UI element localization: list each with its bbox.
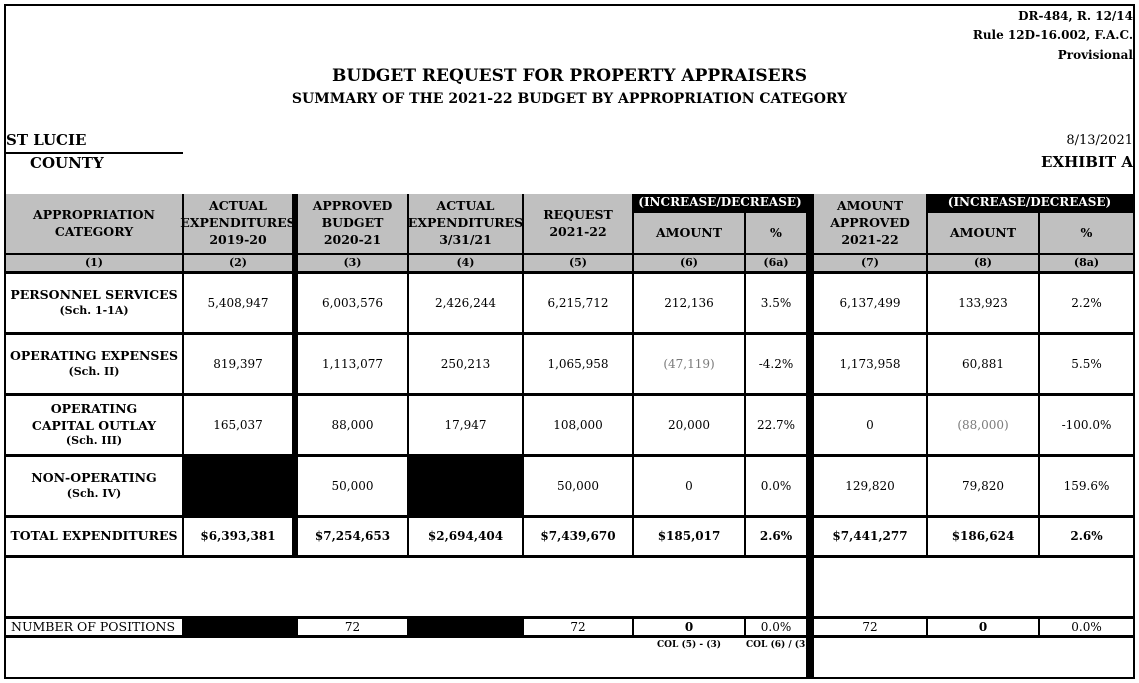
header-col4: ACTUAL EXPENDITURES 3/31/21 bbox=[409, 194, 522, 253]
form-number: DR-484, R. 12/14 bbox=[1018, 9, 1133, 23]
table-cell: 2.2% bbox=[1040, 274, 1133, 332]
total-cell: $7,441,277 bbox=[814, 518, 926, 555]
exhibit-label: EXHIBIT A bbox=[1041, 153, 1133, 171]
total-cell: $7,439,670 bbox=[524, 518, 632, 555]
header-col3: APPROVED BUDGET 2020-21 bbox=[298, 194, 407, 253]
table-cell: 0 bbox=[634, 457, 744, 515]
colnum: (5) bbox=[524, 255, 632, 271]
positions-cell: 0 bbox=[634, 619, 744, 635]
table-cell: 50,000 bbox=[298, 457, 407, 515]
total-cell: $185,017 bbox=[634, 518, 744, 555]
header-amount-6: AMOUNT bbox=[634, 213, 744, 253]
table-cell: (88,000) bbox=[928, 396, 1038, 454]
row-label-total: TOTAL EXPENDITURES bbox=[6, 518, 182, 555]
blocked-cell bbox=[184, 457, 292, 515]
table-cell: 819,397 bbox=[184, 335, 292, 393]
table-cell: 6,137,499 bbox=[814, 274, 926, 332]
total-cell: $6,393,381 bbox=[184, 518, 292, 555]
table-cell: 1,065,958 bbox=[524, 335, 632, 393]
row-label-personnel: PERSONNEL SERVICES (Sch. 1-1A) bbox=[6, 274, 182, 332]
header-incdec-1: (INCREASE/DECREASE) bbox=[634, 194, 806, 211]
header-pct-6a: % bbox=[746, 213, 806, 253]
table-cell: 17,947 bbox=[409, 396, 522, 454]
table-cell: 5,408,947 bbox=[184, 274, 292, 332]
header-col7: AMOUNT APPROVED 2021-22 bbox=[814, 194, 926, 253]
colnum: (8a) bbox=[1040, 255, 1133, 271]
colnum: (6) bbox=[634, 255, 744, 271]
blocked-cell bbox=[409, 457, 522, 515]
table-cell: 108,000 bbox=[524, 396, 632, 454]
header-pct-8a: % bbox=[1040, 213, 1133, 253]
row-label-non-operating: NON-OPERATING (Sch. IV) bbox=[6, 457, 182, 515]
form-status: Provisional bbox=[1057, 48, 1133, 62]
budget-table bbox=[6, 194, 1133, 677]
colnum: (7) bbox=[814, 255, 926, 271]
total-cell: 2.6% bbox=[1040, 518, 1133, 555]
positions-cell: 72 bbox=[298, 619, 407, 635]
table-cell: 129,820 bbox=[814, 457, 926, 515]
blank-band bbox=[814, 558, 1133, 616]
blocked-cell bbox=[409, 619, 522, 635]
positions-cell: 72 bbox=[814, 619, 926, 635]
table-cell: 6,215,712 bbox=[524, 274, 632, 332]
form-rule: Rule 12D-16.002, F.A.C. bbox=[972, 28, 1133, 42]
header-amount-8: AMOUNT bbox=[928, 213, 1038, 253]
header-col5: REQUEST 2021-22 bbox=[524, 194, 632, 253]
total-cell: $2,694,404 bbox=[409, 518, 522, 555]
note-col6a: COL (6) / (3) bbox=[746, 640, 810, 650]
total-cell: $186,624 bbox=[928, 518, 1038, 555]
header-category: APPROPRIATION CATEGORY bbox=[6, 194, 182, 253]
page-subtitle: SUMMARY OF THE 2021-22 BUDGET BY APPROPRIATION CATEGORY bbox=[291, 91, 848, 107]
row-label-operating-expenses: OPERATING EXPENSES (Sch. II) bbox=[6, 335, 182, 393]
county-label: COUNTY bbox=[30, 154, 104, 172]
header-incdec-2: (INCREASE/DECREASE) bbox=[926, 194, 1133, 211]
table-cell: 2,426,244 bbox=[409, 274, 522, 332]
blank-band bbox=[6, 558, 806, 616]
notes-band bbox=[814, 638, 1133, 677]
table-cell: 1,173,958 bbox=[814, 335, 926, 393]
page-title: BUDGET REQUEST FOR PROPERTY APPRAISERS bbox=[331, 66, 808, 86]
table-cell: -4.2% bbox=[746, 335, 806, 393]
table-cell: 6,003,576 bbox=[298, 274, 407, 332]
table-cell: 60,881 bbox=[928, 335, 1038, 393]
colnum: (6a) bbox=[746, 255, 806, 271]
table-cell: 50,000 bbox=[524, 457, 632, 515]
colnum: (8) bbox=[928, 255, 1038, 271]
positions-cell: 0.0% bbox=[746, 619, 806, 635]
row-label-positions: NUMBER OF POSITIONS bbox=[6, 619, 182, 635]
table-cell: 22.7% bbox=[746, 396, 806, 454]
form-date: 8/13/2021 bbox=[1066, 133, 1133, 148]
table-cell: 0 bbox=[814, 396, 926, 454]
table-cell: 3.5% bbox=[746, 274, 806, 332]
table-cell: 165,037 bbox=[184, 396, 292, 454]
blocked-cell bbox=[184, 619, 292, 635]
table-cell: 212,136 bbox=[634, 274, 744, 332]
table-cell: (47,119) bbox=[634, 335, 744, 393]
table-cell: 20,000 bbox=[634, 396, 744, 454]
table-cell: 1,113,077 bbox=[298, 335, 407, 393]
row-label-capital-outlay: OPERATING CAPITAL OUTLAY (Sch. III) bbox=[6, 396, 182, 454]
table-cell: 0.0% bbox=[746, 457, 806, 515]
total-cell: $7,254,653 bbox=[298, 518, 407, 555]
total-cell: 2.6% bbox=[746, 518, 806, 555]
colnum: (3) bbox=[298, 255, 407, 271]
table-cell: -100.0% bbox=[1040, 396, 1133, 454]
colnum: (1) bbox=[6, 255, 182, 271]
positions-cell: 0.0% bbox=[1040, 619, 1133, 635]
positions-cell: 0 bbox=[928, 619, 1038, 635]
header-col2: ACTUAL EXPENDITURES 2019-20 bbox=[184, 194, 292, 253]
positions-cell: 72 bbox=[524, 619, 632, 635]
table-cell: 88,000 bbox=[298, 396, 407, 454]
table-cell: 133,923 bbox=[928, 274, 1038, 332]
table-cell: 159.6% bbox=[1040, 457, 1133, 515]
table-cell: 250,213 bbox=[409, 335, 522, 393]
notes-band bbox=[6, 638, 810, 677]
note-col6: COL (5) - (3) bbox=[656, 640, 722, 650]
county-name: ST LUCIE bbox=[6, 131, 87, 149]
table-cell: 79,820 bbox=[928, 457, 1038, 515]
colnum: (2) bbox=[184, 255, 292, 271]
colnum: (4) bbox=[409, 255, 522, 271]
table-cell: 5.5% bbox=[1040, 335, 1133, 393]
